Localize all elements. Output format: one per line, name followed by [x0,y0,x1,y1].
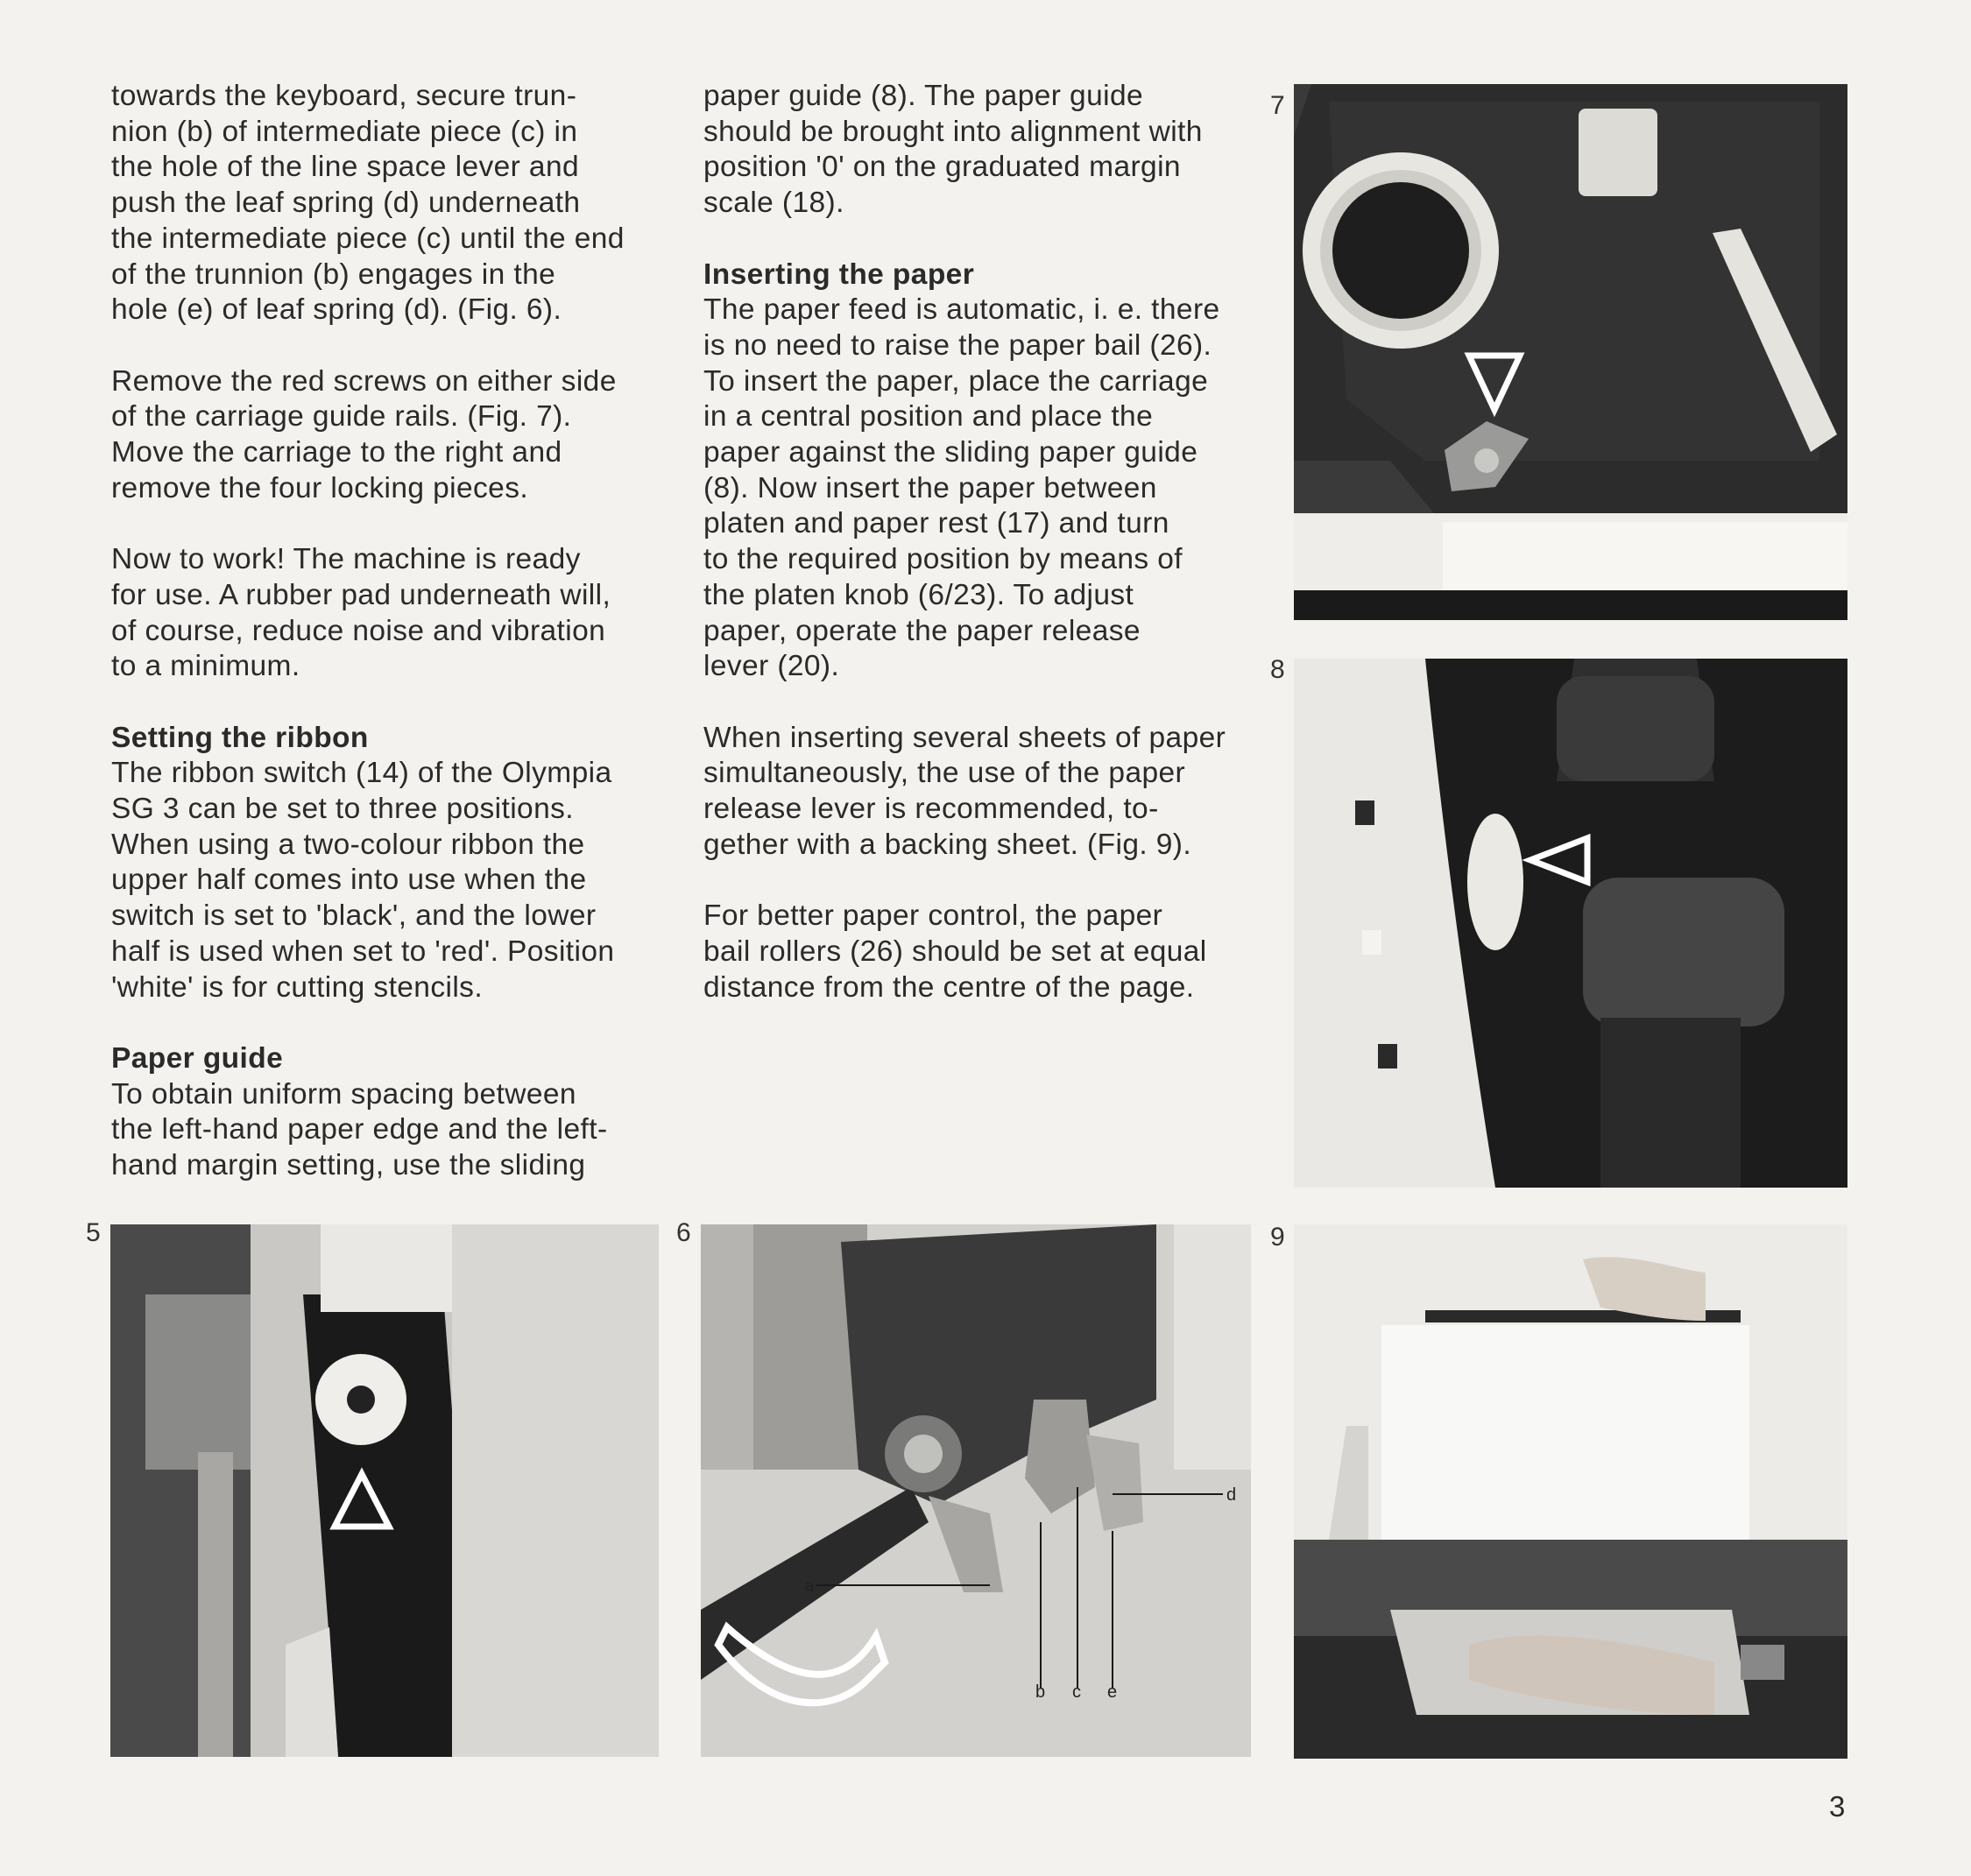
paragraph-inserting-paper: The paper feed is automatic, i. e. there is no need to raise the paper bail (26). To insert the paper, place the carriage in a central position and place the paper against the sliding paper guide (8). Now insert the paper between platen and paper rest (17) and turn to the required position by means of the platen knob (6/23). To adjust paper, operate the paper release lever (20). [703,293,1220,683]
heading-paper-guide: Paper guide [111,1041,284,1075]
figure-number-5: 5 [86,1218,101,1247]
figure-number-9: 9 [1270,1223,1285,1252]
figure-number-8: 8 [1270,655,1285,684]
paragraph-red-screws: Remove the red screws on either side of the carriage guide rails. (Fig. 7). Move the carriage to the right and remove the four locking pieces. [111,364,617,504]
carriage-locking-illustration [110,1224,659,1757]
paragraph-bail-rollers: For better paper control, the paper bail rollers (26) should be set at equal distance from the centre of the page. [703,899,1207,1004]
intermediate-piece-illustration [701,1224,1251,1757]
text-column-middle [703,79,1273,1041]
carriage-guide-illustration [1294,84,1847,620]
label-a: a [804,1576,815,1596]
label-e: e [1107,1682,1118,1702]
label-b: b [1035,1682,1046,1702]
heading-setting-ribbon: Setting the ribbon [111,721,369,754]
paper-guide-illustration [1294,659,1847,1188]
figure-number-7: 7 [1270,91,1285,120]
paragraph-ribbon: The ribbon switch (14) of the Olympia SG 3 can be set to three positions. When using a two-colour ribbon the upper half comes into use when the switch is set to 'black', and the lower half is used when set to 'red'. Position 'white' is for cutting stencils. [111,757,615,1004]
paragraph-now-to-work: Now to work! The machine is ready for use. A rubber pad underneath will, of course, reduce noise and vibration to a minimum. [111,543,611,683]
page-number: 3 [1829,1790,1846,1823]
label-c: c [1072,1682,1081,1702]
figure-9-photo [1294,1224,1847,1759]
figure-number-6: 6 [676,1218,691,1247]
figure-7-photo [1294,84,1847,620]
inserting-paper-illustration [1294,1224,1847,1759]
figure-5-photo [110,1224,659,1757]
label-d: d [1226,1485,1237,1505]
figure-6-photo [701,1224,1251,1757]
heading-inserting-paper: Inserting the paper [703,257,975,291]
paragraph-trunnion: towards the keyboard, secure trun- nion (b) of intermediate piece (c) in the hole of the line space lever and push the leaf spring (d) underneath the intermediate piece (c) until the end of the trunnion (b) engages in the hole (e) of leaf spring (d). (Fig. 6). [111,80,625,327]
paragraph-paper-guide-cont: paper guide (8). The paper guide should be brought into alignment with position '0' on the graduated margin scale (18). [703,80,1203,220]
paragraph-paper-guide: To obtain uniform spacing between the left-hand paper edge and the left- hand margin setting, use the sliding [111,1077,608,1182]
paragraph-several-sheets: When inserting several sheets of paper simultaneously, the use of the paper release lever is recommended, to- gether with a backing sheet. (Fig. 9). [703,721,1226,861]
figure-8-photo [1294,659,1847,1188]
text-column-left [111,79,681,1219]
